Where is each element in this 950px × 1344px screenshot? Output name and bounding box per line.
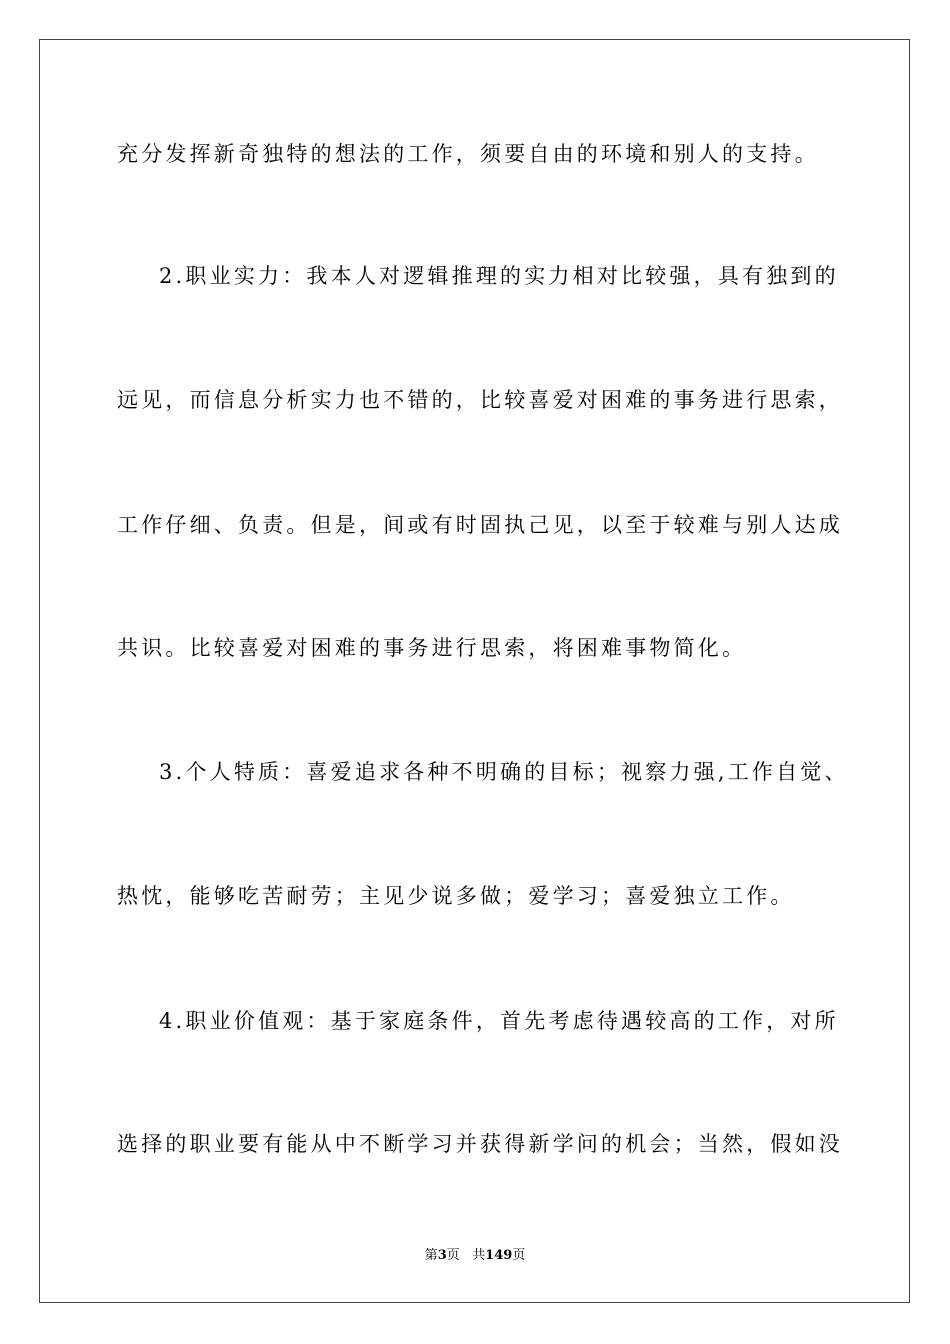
- page-frame: [39, 39, 910, 1303]
- text-line-8: 4.职业价值观：基于家庭条件，首先考虑待遇较高的工作，对所: [159, 1009, 839, 1033]
- text-line-5: 共识。比较喜爱对困难的事务进行思索，将困难事物简化。: [117, 636, 747, 660]
- text-line-1: 充分发挥新奇独特的想法的工作，须要自由的环境和别人的支持。: [117, 142, 819, 166]
- text-line-7: 热忱，能够吃苦耐劳；主见少说多做；爱学习；喜爱独立工作。: [117, 884, 795, 908]
- text-line-6: 3.个人特质：喜爱追求各种不明确的目标；视察力强,工作自觉、: [159, 760, 849, 784]
- total-suffix: 页: [512, 1248, 526, 1263]
- page-prefix: 第: [424, 1248, 438, 1263]
- total-pages: 149: [485, 1248, 513, 1263]
- text-line-2: 2.职业实力：我本人对逻辑推理的实力相对比较强，具有独到的: [159, 264, 839, 288]
- text-line-4: 工作仔细、负责。但是，间或有时固执己见，以至于较难与别人达成: [117, 513, 843, 537]
- total-prefix: 共: [472, 1248, 486, 1263]
- page-suffix: 页: [446, 1248, 460, 1263]
- text-line-3: 远见，而信息分析实力也不错的，比较喜爱对困难的事务进行思索，: [117, 388, 843, 412]
- page-footer: [0, 1247, 950, 1265]
- text-line-9: 选择的职业要有能从中不断学习并获得新学问的机会；当然，假如没: [117, 1132, 843, 1156]
- page-number: 3: [437, 1248, 447, 1263]
